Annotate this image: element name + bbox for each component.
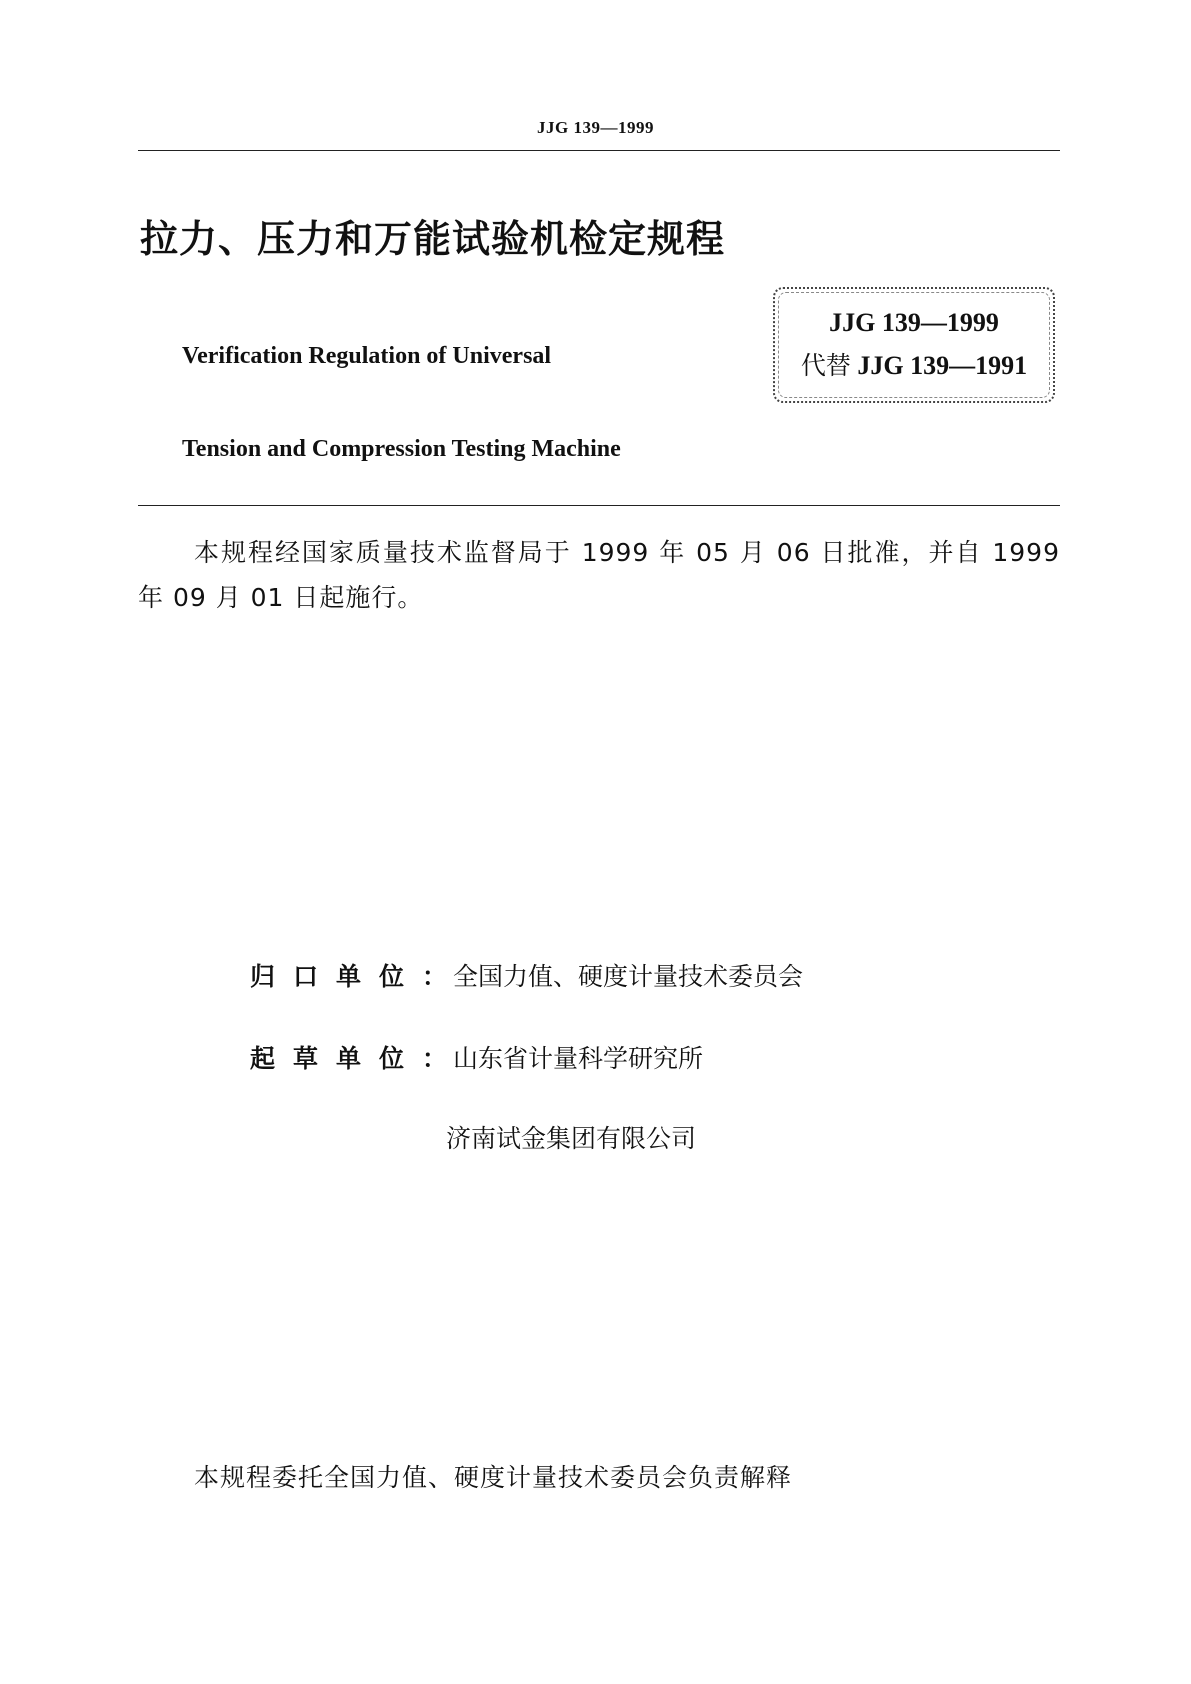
interpretation-note: 本规程委托全国力值、硬度计量技术委员会负责解释 [194, 1463, 793, 1492]
drafting-unit-value-2: 济南试金集团有限公司 [446, 1124, 697, 1153]
standard-code-box [773, 287, 1055, 403]
drafting-unit-row [250, 1039, 703, 1075]
replaces-line [801, 346, 1027, 382]
title-section-rule [138, 505, 1060, 506]
drafting-unit-label: 起草单位 [250, 1044, 423, 1073]
replaces-label: 代替 [800, 351, 851, 380]
responsible-unit-label: 归口单位 [250, 962, 423, 991]
drafting-unit-colon: ： [422, 1044, 448, 1073]
replaced-standard-code: JJG 139—1991 [857, 351, 1028, 380]
english-title-line-1: Verification Regulation of Universal [182, 343, 552, 369]
approval-statement: 本规程经国家质量技术监督局于 1999 年 05 月 06 日批准，并自 1999 年 09 月 01 日起施行。 [138, 538, 1060, 612]
drafting-unit-value-1: 山东省计量科学研究所 [453, 1044, 704, 1073]
header-rule [138, 150, 1060, 151]
english-title-line-2: Tension and Compression Testing Machine [182, 436, 621, 462]
page-title: 拉力、压力和万能试验机检定规程 [140, 217, 726, 261]
responsible-unit-value: 全国力值、硬度计量技术委员会 [453, 962, 804, 991]
responsible-unit-colon: ： [422, 962, 448, 991]
header-standard-code: JJG 139—1999 [537, 118, 654, 137]
responsible-unit-row [250, 957, 803, 993]
standard-code: JJG 139—1999 [829, 308, 999, 337]
